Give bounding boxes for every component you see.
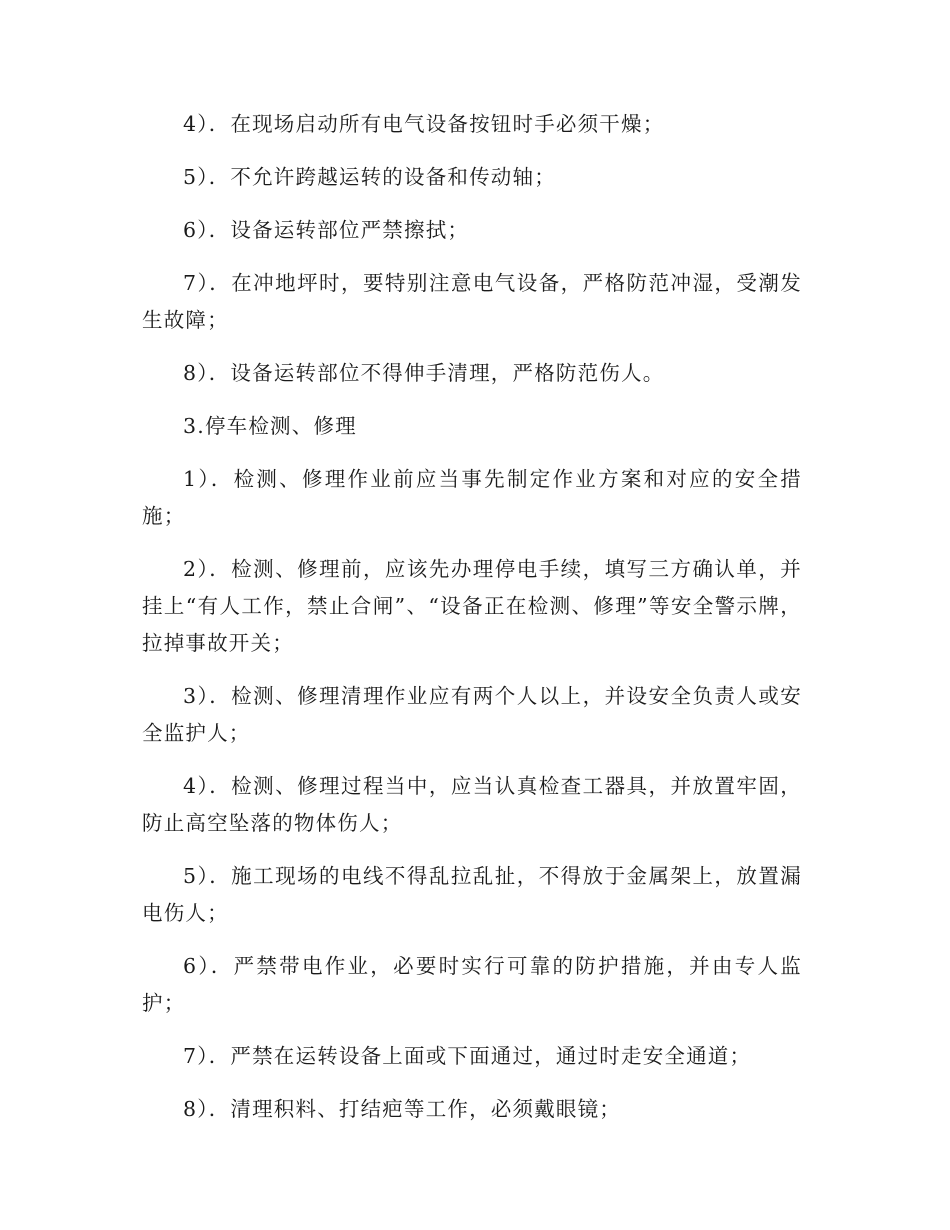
paragraph-maintenance-7: 7）．严禁在运转设备上面或下面通过，通过时走安全通道；	[183, 1044, 752, 1068]
paragraph-maintenance-3: 3）．检测、修理清理作业应有两个人以上，并设安全负责人或安全监护人；	[142, 684, 802, 745]
paragraph-running-8: 8）．设备运转部位不得伸手清理，严格防范伤人。	[183, 361, 665, 385]
paragraph-maintenance-5: 5）．施工现场的电线不得乱拉乱扯，不得放于金属架上，放置漏电伤人；	[142, 864, 802, 925]
paragraph-running-7: 7）．在冲地坪时，要特别注意电气设备，严格防范冲湿，受潮发生故障；	[142, 271, 802, 332]
paragraph-running-5: 5）．不允许跨越运转的设备和传动轴；	[183, 165, 556, 189]
paragraph-maintenance-4: 4）．检测、修理过程当中，应当认真检查工器具，并放置牢固，防止高空坠落的物体伤人；	[142, 774, 802, 835]
paragraph-maintenance-2: 2）．检测、修理前，应该先办理停电手续，填写三方确认单，并挂上“有人工作，禁止合闸”、“设备正在检测、修理”等安全警示牌，拉掉事故开关；	[142, 557, 802, 655]
section-heading: 3.停车检测、修理	[183, 414, 357, 438]
document-body	[142, 106, 802, 1144]
paragraph-maintenance-8: 8）．清理积料、打结疤等工作，必须戴眼镜；	[183, 1097, 621, 1121]
paragraph-maintenance-6: 6）．严禁带电作业，必要时实行可靠的防护措施，并由专人监护；	[142, 954, 802, 1015]
paragraph-running-4: 4）．在现场启动所有电气设备按钮时手必须干燥；	[183, 112, 665, 136]
paragraph-maintenance-1: 1）．检测、修理作业前应当事先制定作业方案和对应的安全措施；	[142, 467, 802, 528]
paragraph-running-6: 6）．设备运转部位严禁擦拭；	[183, 218, 470, 242]
